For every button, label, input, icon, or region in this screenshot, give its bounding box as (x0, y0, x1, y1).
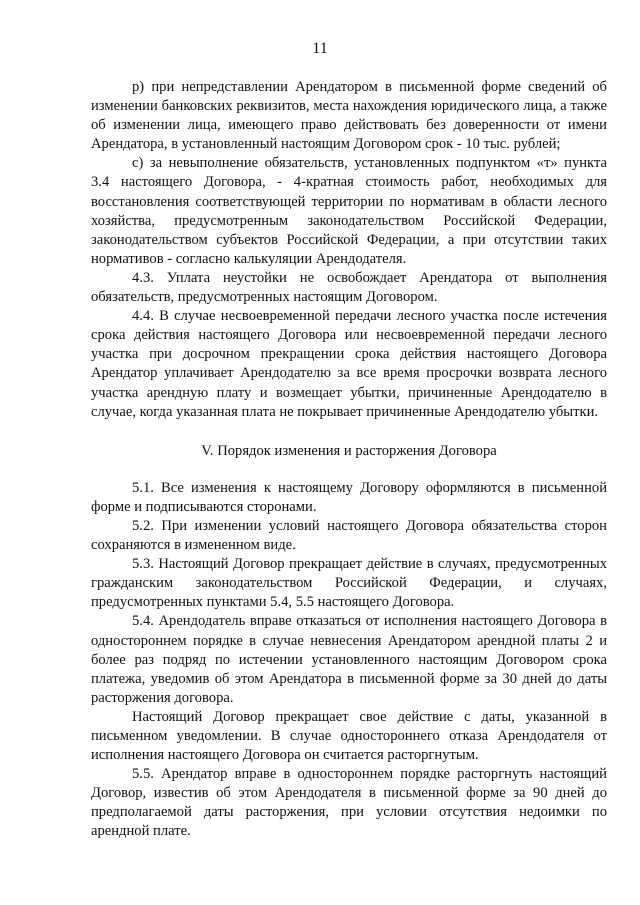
paragraph-4-3: 4.3. Уплата неустойки не освобождает Арендатора от выполнения обязательств, предусмотренных настоящим Договором. (91, 269, 607, 306)
page-number: 11 (312, 40, 328, 57)
paragraph-5-3: 5.3. Настоящий Договор прекращает действие в случаях, предусмотренных гражданским законодательством Российской Федерации, и случаях, предусмотренных пунктами 5.4, 5.5 настоящего Договора. (91, 556, 607, 611)
paragraph-r: р) при непредставлении Арендатором в письменной форме сведений об изменении банковских реквизитов, места нахождения юридического лица, а также об изменении лица, имеющего право действовать без доверенности от имени Арендатора, в установленный настоящим Договором срок - 10 тыс. рублей; (91, 79, 607, 153)
paragraph-5-1: 5.1. Все изменения к настоящему Договору оформляются в письменной форме и подписываются сторонами. (91, 479, 607, 515)
paragraph-4-4: 4.4. В случае несвоевременной передачи лесного участка после истечения срока действия настоящего Договора или несвоевременной передачи лесного участка при досрочном прекращении срока действия настоящего Договора Арендатор уплачивает Арендодателю за все время просрочки возврата лесного участка арендную плату и возмещает убытки, причиненные Арендодателю в случае, когда указанная плата не покрывает причиненные Арендодателю убытки. (91, 308, 607, 420)
document-body (91, 78, 607, 842)
paragraph-s: с) за невыполнение обязательств, установленных подпунктом «т» пункта 3.4 настоящего Договора, - 4-кратная стоимость работ, необходимых для восстановления соответствующей территории по нормативам в области лесного хозяйства, предусмотренным законодательством Российской Федерации, законодательством субъектов Российской Федерации, а при отсутствии таких нормативов - согласно калькуляции Арендодателя. (91, 155, 607, 267)
paragraph-5-5: 5.5. Арендатор вправе в одностороннем порядке расторгнуть настоящий Договор, известив об этом Арендодателя в письменной форме за 90 дней до предполагаемой даты расторжения, при условии отсутствия недоимки по арендной плате. (91, 766, 607, 840)
paragraph-5-4: 5.4. Арендодатель вправе отказаться от исполнения настоящего Договора в одностороннем порядке в случае невнесения Арендатором арендной платы 2 и более раз подряд по истечении установленного настоящим Договором срока платежа, уведомив об этом Арендатора в письменной форме за 30 дней до даты расторжения договора. (91, 613, 607, 706)
paragraph-5-2: 5.2. При изменении условий настоящего Договора обязательства сторон сохраняются в измененном виде. (91, 517, 607, 554)
paragraph-5-4-termination: Настоящий Договор прекращает свое действие с даты, указанной в письменном уведомлении. В случае одностороннего отказа Арендодателя от исполнения настоящего Договора он считается расторгнутым. (91, 708, 607, 764)
section-heading: V. Порядок изменения и расторжения Договора (201, 442, 497, 459)
